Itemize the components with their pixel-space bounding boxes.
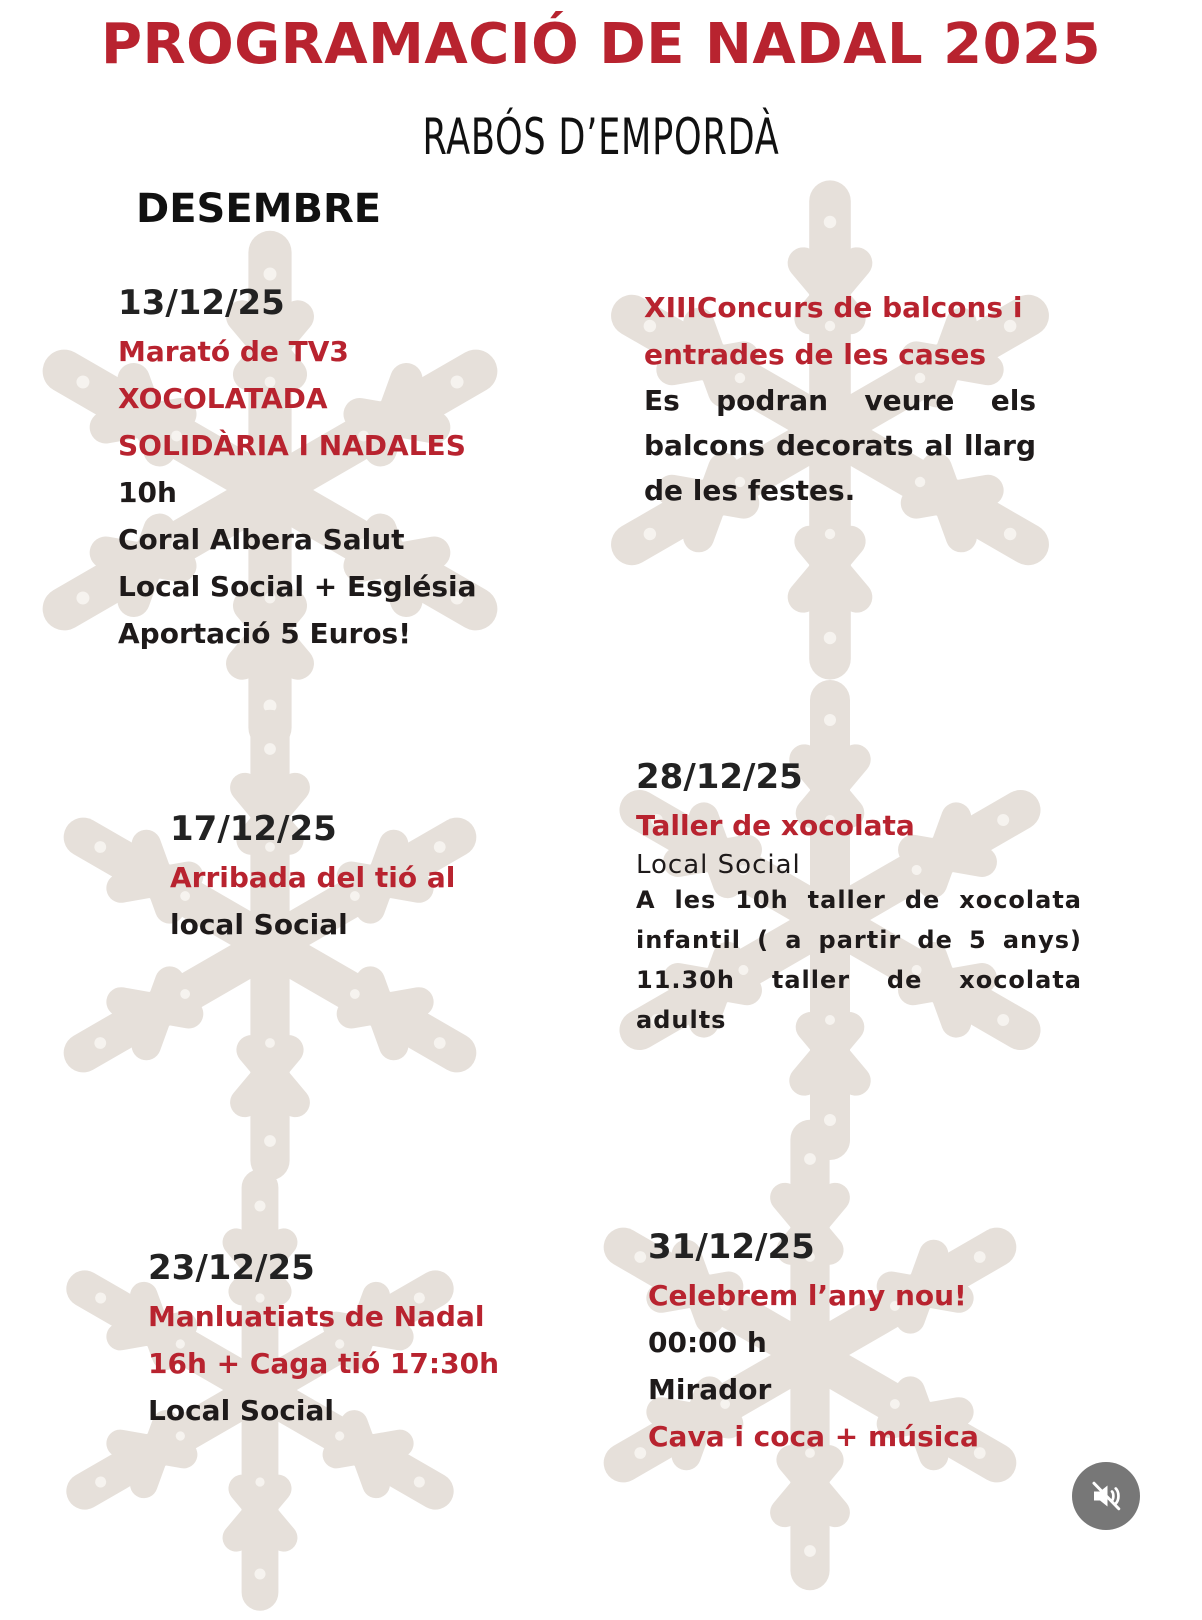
event-date: 28/12/25: [636, 757, 803, 797]
event-date: 17/12/25: [170, 809, 337, 849]
event-17-12: [170, 804, 455, 948]
poster-subtitle: RABÓS D’EMPORDÀ: [422, 108, 780, 166]
poster-title: PROGRAMACIÓ DE NADAL 2025: [100, 12, 1102, 77]
event-28-12: [636, 752, 1082, 1040]
mute-button[interactable]: [1072, 1462, 1140, 1530]
month-heading: DESEMBRE: [136, 186, 382, 232]
event-location: Local Social: [636, 850, 801, 880]
event-detail-line: Mirador: [648, 1373, 772, 1406]
event-date: 13/12/25: [118, 283, 285, 323]
event-detail-line: local Social: [170, 908, 348, 941]
event-detail-line: adults: [636, 1006, 727, 1034]
event-detail-line: 00:00 h: [648, 1326, 767, 1359]
event-title-line: Taller de xocolata: [636, 809, 915, 842]
event-title-line: Marató de TV3: [118, 335, 349, 368]
event-date: 31/12/25: [648, 1227, 815, 1267]
event-title-line: Manluatiats de Nadal: [148, 1300, 485, 1333]
event-detail-line: infantil ( a partir de 5 anys): [636, 926, 1082, 954]
event-balcony-contest: [644, 284, 1036, 513]
event-detail-line: 11.30h taller de xocolata: [636, 966, 1082, 994]
event-title-line: SOLIDÀRIA I NADALES: [118, 429, 466, 462]
speaker-muted-icon: [1088, 1478, 1124, 1514]
event-detail-line: 10h: [118, 476, 177, 509]
event-title-line: Cava i coca + música: [648, 1420, 979, 1453]
event-detail-line: A les 10h taller de xocolata: [636, 886, 1082, 914]
event-23-12: [148, 1243, 499, 1434]
event-detail-line: Local Social: [148, 1394, 335, 1427]
event-detail-line: balcons decorats al llarg: [644, 429, 1036, 462]
event-title-line: 16h + Caga tió 17:30h: [148, 1347, 500, 1380]
event-13-12: [118, 278, 477, 657]
event-date: 23/12/25: [148, 1248, 315, 1288]
event-detail-line: de les festes.: [644, 474, 856, 507]
event-detail-line: Es podran veure els: [644, 384, 1036, 417]
event-title-line: Arribada del tió al: [170, 861, 456, 894]
event-31-12: [648, 1222, 979, 1460]
event-title-line: XIIIConcurs de balcons i: [644, 291, 1023, 324]
event-detail-line: Coral Albera Salut: [118, 523, 405, 556]
event-detail-line: Aportació 5 Euros!: [118, 617, 411, 650]
event-title-line: XOCOLATADA: [118, 382, 328, 415]
event-title-line: Celebrem l’any nou!: [648, 1279, 967, 1312]
event-detail-line: Local Social + Església: [118, 570, 477, 603]
event-title-line: entrades de les cases: [644, 338, 987, 371]
